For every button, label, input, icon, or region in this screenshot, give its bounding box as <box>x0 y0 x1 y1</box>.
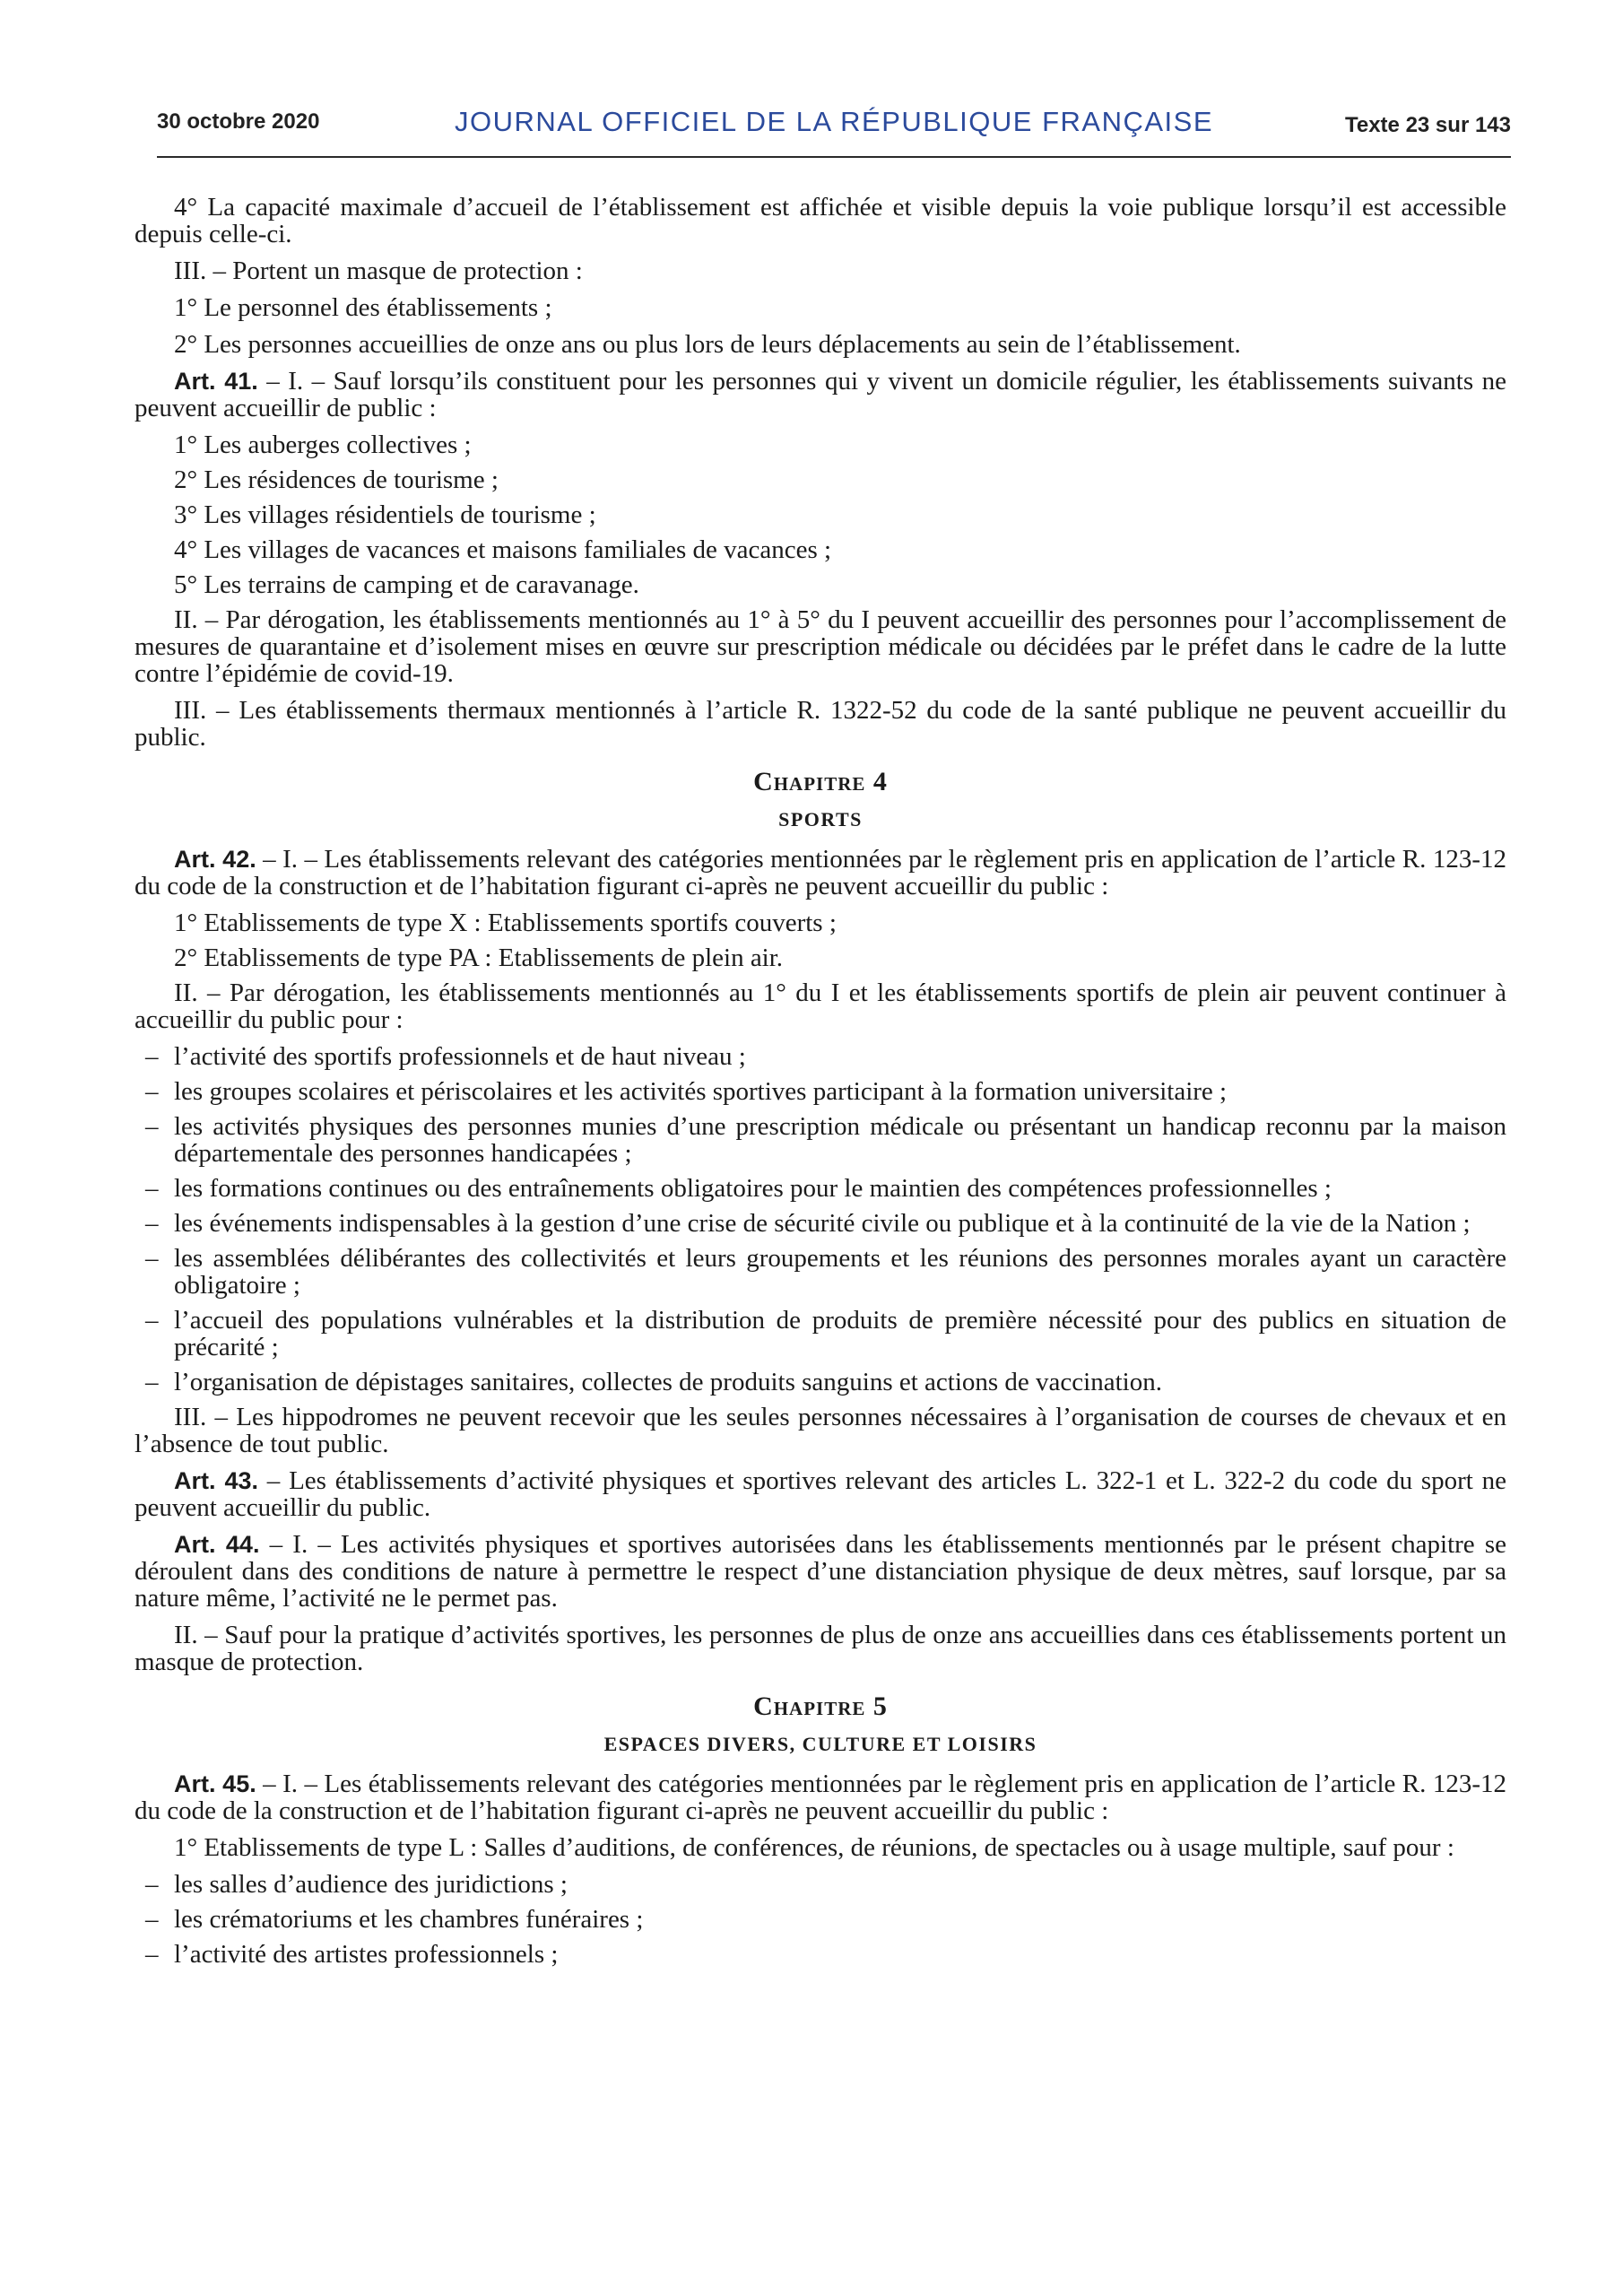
list-item: 4° Les villages de vacances et maisons familiales de vacances ; <box>174 535 832 564</box>
article-label: Art. 44. <box>174 1531 260 1558</box>
article-41 <box>135 368 1506 422</box>
article-text: – I. – Les activités physiques et sportives autorisées dans les établissements mentionnés par le présent chapitre se déroulent dans des conditions de nature à permettre le respect d’une distanciation physique de deux mètres, sauf lorsque, par sa nature même, l’activité ne le permet pas. <box>135 1530 1507 1613</box>
article-45 <box>135 1770 1506 1824</box>
dash-item: – les groupes scolaires et périscolaires et les activités sportives participant à la formation universitaire ; <box>135 1078 1506 1105</box>
publication-date: 30 octobre 2020 <box>157 109 320 134</box>
paragraph: II. – Par dérogation, les établissements mentionnés au 1° à 5° du I peuvent accueillir des personnes pour l’accomplissement de mesures de quarantaine et d’isolement mises en œuvre sur prescription médicale ou décidées par le préfet dans le cadre de la lutte contre l’épidémie de covid-19. <box>135 605 1506 688</box>
dash-item: – les assemblées délibérantes des collectivités et leurs groupements et les réunions des personnes morales ayant un caractère obligatoire ; <box>135 1245 1506 1299</box>
paragraph: II. – Par dérogation, les établissements mentionnés au 1° du I et les établissements sportifs de plein air peuvent continuer à accueillir du public pour : <box>135 978 1506 1034</box>
article-label: Art. 42. <box>174 846 256 873</box>
paragraph: III. – Les hippodromes ne peuvent recevoir que les seules personnes nécessaires à l’organisation de courses de chevaux et en l’absence de tout public. <box>135 1403 1506 1458</box>
article-label: Art. 41. <box>174 368 258 395</box>
article-text: – I. – Sauf lorsqu’ils constituent pour les personnes qui y vivent un domicile régulier, les établissements suivants ne peuvent accueillir de public : <box>135 367 1506 422</box>
paragraph: 4° La capacité maximale d’accueil de l’établissement est affichée et visible depuis la voie publique lorsqu’il est accessible depuis celle-ci. <box>135 193 1506 248</box>
article-43 <box>135 1467 1506 1521</box>
chapter-heading: Chapitre 4 <box>753 767 888 796</box>
dash-item: – les formations continues ou des entraînements obligatoires pour le maintien des compétences professionnelles ; <box>135 1175 1506 1202</box>
list-item: 2° Etablissements de type PA : Etablissements de plein air. <box>174 944 784 972</box>
dash-item: – les salles d’audience des juridictions ; <box>135 1871 1506 1898</box>
paragraph: III. – Portent un masque de protection : <box>174 257 583 285</box>
list-item: 3° Les villages résidentiels de tourisme ; <box>174 500 596 529</box>
page-reference: Texte 23 sur 143 <box>1344 113 1511 137</box>
journal-title: JOURNAL OFFICIEL DE LA RÉPUBLIQUE FRANÇAISE <box>455 106 1213 137</box>
dash-item: – l’activité des sportifs professionnels et de haut niveau ; <box>135 1043 1506 1070</box>
paragraph: III. – Les établissements thermaux mentionnés à l’article R. 1322-52 du code de la santé publique ne peuvent accueillir du public. <box>135 696 1506 752</box>
article-44 <box>135 1531 1506 1612</box>
article-label: Art. 45. <box>174 1770 256 1797</box>
paragraph: II. – Sauf pour la pratique d’activités sportives, les personnes de plus de onze ans accueillies dans ces établissements portent un masque de protection. <box>135 1621 1506 1676</box>
list-item: 1° Etablissements de type X : Etablissements sportifs couverts ; <box>174 909 837 937</box>
paragraph: 1° Le personnel des établissements ; <box>174 293 552 322</box>
article-42 <box>135 846 1506 900</box>
dash-list <box>135 1871 1506 1968</box>
list-item: 2° Les résidences de tourisme ; <box>174 465 499 494</box>
section-heading: SPORTS <box>778 808 863 831</box>
paragraph: 2° Les personnes accueillies de onze ans ou plus lors de leurs déplacements au sein de l’établissement. <box>174 330 1241 359</box>
article-text: – I. – Les établissements relevant des catégories mentionnées par le règlement pris en application de l’article R. 123-12 du code de la construction et de l’habitation figurant ci-après ne peuvent accueillir du public : <box>135 1770 1506 1825</box>
dash-item: – les activités physiques des personnes munies d’une prescription médicale ou présentant un handicap reconnu par la maison départementale des personnes handicapées ; <box>135 1113 1506 1167</box>
article-label: Art. 43. <box>174 1467 259 1494</box>
dash-item: – l’activité des artistes professionnels ; <box>135 1941 1506 1968</box>
article-text: – Les établissements d’activité physiques et sportives relevant des articles L. 322-1 et L. 322-2 du code du sport ne peuvent accueillir du public. <box>135 1466 1506 1522</box>
list-item: 1° Les auberges collectives ; <box>174 430 472 459</box>
page-header <box>157 106 1511 158</box>
dash-item: – les événements indispensables à la gestion d’une crise de sécurité civile ou publique et à la continuité de la vie de la Nation ; <box>135 1210 1506 1237</box>
paragraph: 1° Etablissements de type L : Salles d’auditions, de conférences, de réunions, de spectacles ou à usage multiple, sauf pour : <box>174 1833 1454 1862</box>
dash-item: – l’accueil des populations vulnérables et la distribution de produits de première nécessité pour des publics en situation de précarité ; <box>135 1307 1506 1361</box>
chapter-heading: Chapitre 5 <box>753 1692 888 1721</box>
page-body <box>135 194 1506 1976</box>
list-item: 5° Les terrains de camping et de caravanage. <box>174 570 639 599</box>
dash-item: – l’organisation de dépistages sanitaires, collectes de produits sanguins et actions de vaccination. <box>135 1369 1506 1396</box>
dash-item: – les crématoriums et les chambres funéraires ; <box>135 1906 1506 1933</box>
section-heading: ESPACES DIVERS, CULTURE ET LOISIRS <box>603 1733 1037 1755</box>
article-text: – I. – Les établissements relevant des catégories mentionnées par le règlement pris en application de l’article R. 123-12 du code de la construction et de l’habitation figurant ci-après ne peuvent accueillir du public : <box>135 845 1506 900</box>
dash-list <box>135 1043 1506 1396</box>
